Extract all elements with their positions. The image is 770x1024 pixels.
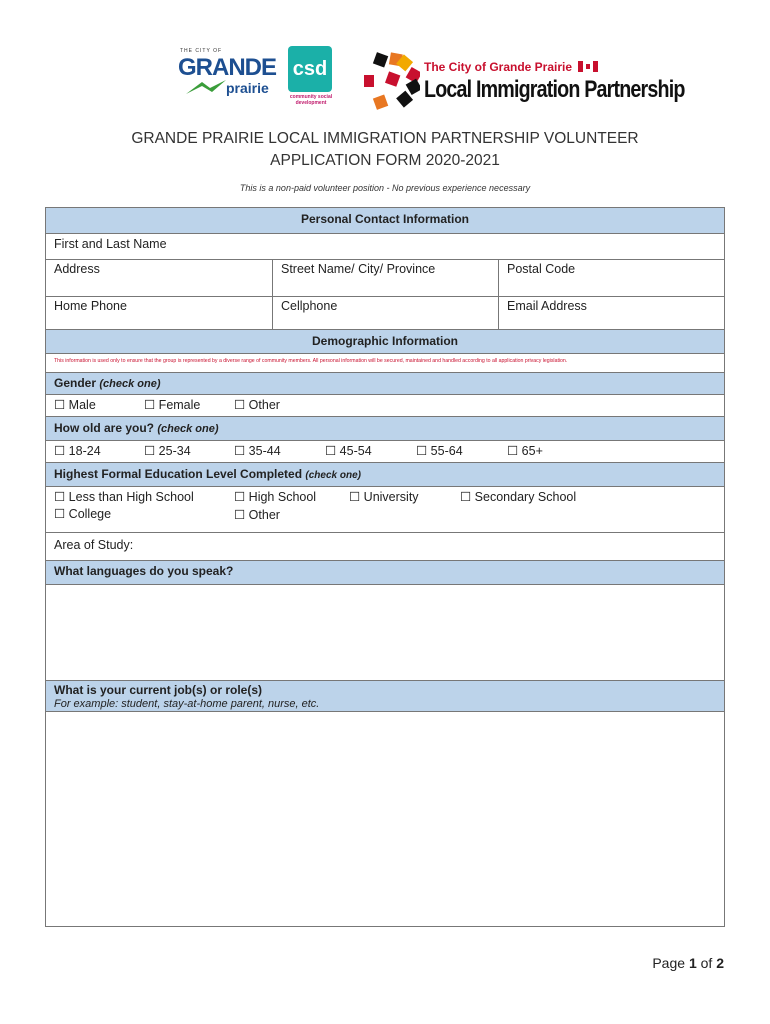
age-header: How old are you? (check one)	[46, 417, 724, 441]
field-email[interactable]: Email Address	[498, 297, 724, 329]
lip-mosaic-icon	[364, 50, 420, 112]
education-options	[46, 487, 724, 533]
grande-prairie-logo: THE CITY OF GRANDE prairie	[178, 48, 277, 96]
form-title: GRANDE PRAIRIE LOCAL IMMIGRATION PARTNERSHIP VOLUNTEER APPLICATION FORM 2020-2021	[131, 130, 639, 169]
checkbox-age-35-44[interactable]: ☐ 35-44	[234, 444, 281, 458]
canada-flag-icon	[578, 61, 598, 72]
job-answer-area[interactable]	[46, 712, 724, 926]
phone-row	[46, 297, 724, 330]
csd-logo: csd community social development	[288, 46, 334, 116]
field-postal-code[interactable]: Postal Code	[498, 260, 724, 296]
gender-header: Gender (check one)	[46, 373, 724, 395]
gender-options	[46, 395, 724, 417]
application-form	[45, 207, 725, 927]
field-address[interactable]: Address	[54, 262, 100, 276]
address-row	[46, 260, 724, 297]
checkbox-college[interactable]: ☐ College	[54, 507, 112, 521]
job-header: What is your current job(s) or role(s) For example: student, stay-at-home parent, nurse, etc.	[46, 681, 724, 712]
lip-logo: The City of Grande Prairie Local Immigration Partnership	[364, 50, 654, 120]
checkbox-high-school[interactable]: ☐ High School	[234, 490, 317, 504]
checkbox-age-25-34[interactable]: ☐ 25-34	[144, 444, 191, 458]
field-area-of-study[interactable]: Area of Study:	[46, 533, 724, 561]
checkbox-age-65-plus[interactable]: ☐ 65+	[507, 444, 543, 458]
field-cellphone[interactable]: Cellphone	[272, 297, 498, 329]
form-subtitle: This is a non-paid volunteer position - No previous experience necessary	[239, 183, 531, 193]
field-home-phone[interactable]: Home Phone	[54, 299, 127, 313]
lip-city: The City of Grande Prairie	[424, 60, 598, 74]
checkbox-male[interactable]: ☐ Male	[54, 398, 96, 412]
age-options	[46, 441, 724, 463]
checkbox-female[interactable]: ☐ Female	[144, 398, 201, 412]
section-header-demographic: Demographic Information	[46, 330, 724, 354]
languages-answer-area[interactable]	[46, 585, 724, 681]
field-full-name[interactable]: First and Last Name	[46, 234, 724, 260]
checkbox-age-55-64[interactable]: ☐ 55-64	[416, 444, 463, 458]
checkbox-age-45-54[interactable]: ☐ 45-54	[325, 444, 372, 458]
logo-bar	[0, 44, 770, 134]
page-number: Page 1 of 2	[652, 955, 724, 971]
languages-header: What languages do you speak?	[46, 561, 724, 585]
checkbox-university[interactable]: ☐ University	[349, 490, 419, 504]
checkbox-other-gender[interactable]: ☐ Other	[234, 398, 280, 412]
checkbox-less-than-high-school[interactable]: ☐ Less than High School	[54, 490, 194, 504]
checkbox-secondary-school[interactable]: ☐ Secondary School	[460, 490, 577, 504]
checkbox-other-education[interactable]: ☐ Other	[234, 508, 280, 522]
section-header-personal: Personal Contact Information	[46, 208, 724, 234]
checkbox-age-18-24[interactable]: ☐ 18-24	[54, 444, 101, 458]
field-street[interactable]: Street Name/ City/ Province	[272, 260, 498, 296]
education-header: Highest Formal Education Level Completed (check one)	[46, 463, 724, 487]
swoosh-icon	[184, 78, 228, 96]
demographic-note: This information is used only to ensure that the group is represented by a diverse range of community members. All personal information will be secured, maintained and handled according to all application privacy legislation.	[46, 354, 724, 373]
